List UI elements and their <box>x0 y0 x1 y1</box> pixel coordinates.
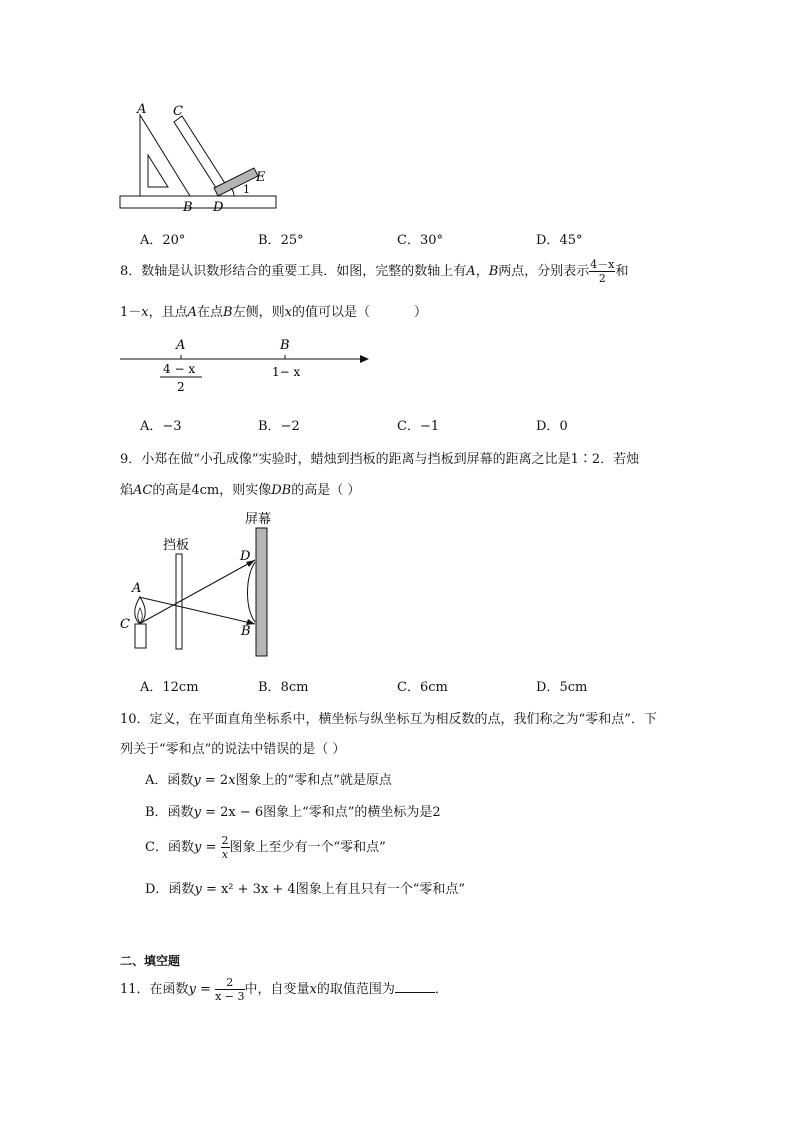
q9-text: 的高是（ ） <box>291 483 361 498</box>
q9-stem-line1 <box>120 448 639 467</box>
q7-angle-arc <box>231 188 234 196</box>
option-letter: B． <box>258 680 281 695</box>
option-text: 图象上有且只有一个“零和点” <box>295 882 465 897</box>
q9-stem-line2 <box>120 479 360 498</box>
q10-option-a[interactable] <box>145 769 392 788</box>
question-number: 8． <box>120 264 142 279</box>
option-text: 20° <box>162 233 186 248</box>
ray-c-d <box>139 560 255 624</box>
point-a-label: A <box>132 581 142 596</box>
var-x: x <box>284 305 292 320</box>
option-letter: D． <box>536 680 560 695</box>
point-a-value-den: 2 <box>177 380 185 394</box>
frac-denominator: x − 3 <box>215 990 245 1003</box>
q7-label-e: E <box>256 170 266 185</box>
var-y: y <box>194 882 202 897</box>
q11-text: 在函数 <box>149 982 189 997</box>
q10-stem-line1 <box>120 708 657 727</box>
option-text: 25° <box>280 233 304 248</box>
option-text: 函数 <box>167 840 194 855</box>
option-letter: C． <box>145 840 168 855</box>
option-letter: C． <box>397 233 420 248</box>
option-letter: D． <box>145 882 169 897</box>
var-y: y <box>193 840 202 855</box>
comma: ， <box>475 264 489 279</box>
var-a: A <box>466 264 476 279</box>
option-letter: D． <box>536 233 560 248</box>
var-b: B <box>488 264 499 279</box>
q8-stem-line2 <box>120 301 427 320</box>
frac-numerator: 2 <box>221 834 229 847</box>
option-letter: B． <box>145 805 168 820</box>
option-text: 图象上至少有一个“零和点” <box>229 840 386 855</box>
option-letter: D． <box>536 419 560 434</box>
q7-ruler <box>120 196 276 208</box>
screen <box>256 528 267 656</box>
option-letter: A． <box>140 233 163 248</box>
option-text: 0 <box>559 419 568 434</box>
point-b-label: B <box>241 624 251 639</box>
q8-text: 的值可以是（ <box>291 305 370 320</box>
q8-text: ，且点 <box>148 305 188 320</box>
option-text: 30° <box>419 233 443 248</box>
option-text: 函数 <box>167 773 194 788</box>
ray-a-b <box>139 597 255 624</box>
q10-text: 定义，在平面直角坐标系中，横坐标与纵坐标互为相反数的点，我们称之为“零和点”．下 <box>149 712 657 727</box>
q8-text: 数轴是认识数形结合的重要工具．如图，完整的数轴上有 <box>141 264 467 279</box>
q7-label-d: D <box>213 200 224 215</box>
option-text: 函数 <box>167 805 194 820</box>
q11-text: 中，自变量 <box>244 982 310 997</box>
q7-label-b: B <box>183 200 193 215</box>
q7-figure <box>110 100 290 215</box>
q11-text: 的取值范围为 <box>316 982 395 997</box>
frac-denominator: 2 <box>598 272 606 285</box>
q8-option-d[interactable] <box>536 415 568 434</box>
option-text: 函数 <box>168 882 195 897</box>
q7-option-d[interactable] <box>536 229 582 248</box>
frac-denominator: x <box>221 848 229 861</box>
option-text: 8cm <box>280 680 309 695</box>
q8-text: 1－ <box>120 305 142 320</box>
question-number: 9． <box>120 452 142 467</box>
arrow-head-icon <box>360 355 369 363</box>
q9-option-d[interactable] <box>536 676 587 695</box>
q7-label-a: A <box>137 102 147 117</box>
q9-option-a[interactable] <box>140 676 199 695</box>
answer-blank[interactable] <box>395 980 435 993</box>
option-letter: B． <box>258 419 281 434</box>
q10-option-d[interactable] <box>145 878 465 897</box>
image-arc <box>248 562 256 622</box>
q8-stem-line1 <box>120 258 629 285</box>
q11-stem <box>120 976 448 1003</box>
point-b-label: B <box>280 338 290 353</box>
q7-label-angle: 1 <box>243 183 250 196</box>
q8-text: 两点，分别表示 <box>498 264 590 279</box>
q8-text: 和 <box>615 264 629 279</box>
var-db: DB <box>271 483 292 498</box>
q7-option-c[interactable] <box>397 229 443 248</box>
q8-fraction <box>589 258 615 285</box>
q9-option-b[interactable] <box>258 676 308 695</box>
q8-option-b[interactable] <box>258 415 300 434</box>
point-c-label: C <box>120 617 130 632</box>
q10-option-c[interactable] <box>145 834 386 861</box>
point-d-label: D <box>240 549 251 564</box>
option-letter: A． <box>140 680 163 695</box>
option-letter: C． <box>397 680 420 695</box>
q7-option-a[interactable] <box>140 229 185 248</box>
option-letter: A． <box>145 773 168 788</box>
q8-text: ） <box>413 305 427 320</box>
option-text: −3 <box>162 419 182 434</box>
point-a-label: A <box>176 338 186 353</box>
option-text: 图象上的“零和点”就是原点 <box>235 773 392 788</box>
q9-text: 的高是4cm，则实像 <box>152 483 272 498</box>
q10-option-b[interactable] <box>145 801 441 820</box>
option-letter: B． <box>258 233 281 248</box>
option-text: −1 <box>419 419 440 434</box>
option-text: 图象上“零和点”的横坐标为是2 <box>263 805 441 820</box>
option-letter: C． <box>397 419 420 434</box>
option-text: 45° <box>559 233 583 248</box>
option-fraction <box>221 834 230 861</box>
option-text: 6cm <box>419 680 448 695</box>
q11-math: = <box>195 982 216 997</box>
screen-label: 屏幕 <box>245 512 272 527</box>
var-y: y <box>193 805 201 820</box>
q10-text: 列关于“零和点”的说法中错误的是（ ） <box>120 742 346 757</box>
question-number: 11． <box>120 982 150 997</box>
question-number: 10． <box>120 712 150 727</box>
q7-option-b[interactable] <box>258 229 304 248</box>
q9-pinhole-figure <box>115 508 285 660</box>
var-ac: AC <box>133 483 153 498</box>
option-text: 12cm <box>162 680 199 695</box>
option-text: −2 <box>280 419 300 434</box>
q8-option-c[interactable] <box>397 415 439 434</box>
var-a: A <box>187 305 198 320</box>
q8-number-line <box>115 333 370 398</box>
section-heading <box>120 952 180 969</box>
frac-numerator: 4－x <box>590 258 615 271</box>
q11-fraction <box>215 976 244 1003</box>
var-x: x <box>309 982 317 997</box>
q11-text: ． <box>434 982 448 997</box>
q8-text: 左侧，则 <box>232 305 285 320</box>
q8-text: 在点 <box>197 305 224 320</box>
frac-numerator: 2 <box>215 976 244 990</box>
option-letter: A． <box>140 419 163 434</box>
option-math: = x² + 3x + 4 <box>201 882 296 897</box>
option-math: = 2x − 6 <box>200 805 264 820</box>
option-math: = <box>201 840 221 855</box>
q9-text: 焰 <box>120 483 134 498</box>
section-title: 二、填空题 <box>120 954 181 968</box>
var-x: x <box>141 305 149 320</box>
var-y: y <box>188 982 196 997</box>
var-x: x <box>228 773 236 788</box>
point-a-value-num: 4 − x <box>163 362 196 376</box>
q9-option-c[interactable] <box>397 676 448 695</box>
q8-option-a[interactable] <box>140 415 182 434</box>
var-b: B <box>223 305 233 320</box>
var-y: y <box>193 773 201 788</box>
board-label: 挡板 <box>163 538 190 553</box>
q10-stem-line2 <box>120 738 345 757</box>
option-text: 5cm <box>559 680 588 695</box>
q9-text: 小郑在做“小孔成像”实验时，蜡烛到挡板的距离与挡板到屏幕的距离之比是1∶2．若烛 <box>141 452 640 467</box>
candle <box>135 624 146 648</box>
point-b-value: 1− x <box>272 365 301 379</box>
q7-label-c: C <box>173 104 183 119</box>
option-math: = 2 <box>200 773 229 788</box>
